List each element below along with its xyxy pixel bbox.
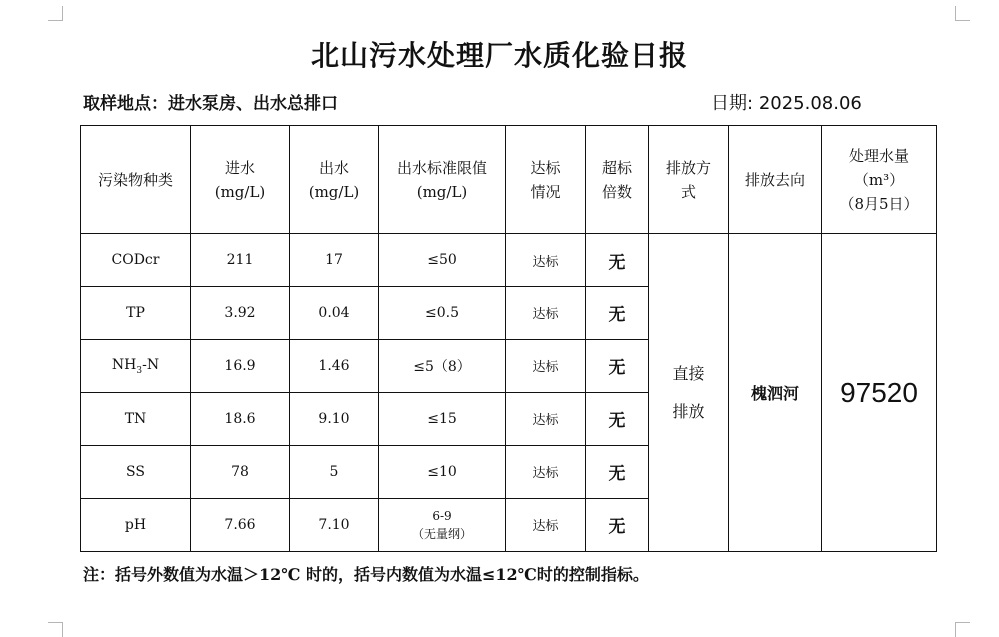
footnote: 注：括号外数值为水温＞12℃ 时的，括号内数值为水温≤12℃时的控制指标。 bbox=[83, 565, 649, 584]
limit-value: 6-9 （无量纲） bbox=[379, 498, 506, 551]
page-corner-mark bbox=[48, 6, 63, 21]
header-treated-volume: 处理水量 （m³） （8月5日） bbox=[822, 126, 937, 234]
report-title: 北山污水处理厂水质化验日报 bbox=[310, 39, 688, 72]
influent-value: 3.92 bbox=[191, 287, 290, 340]
header-influent: 进水 (mg/L) bbox=[191, 126, 290, 234]
header-effluent: 出水 (mg/L) bbox=[290, 126, 379, 234]
page-corner-mark bbox=[955, 622, 970, 637]
exceed-value: 无 bbox=[586, 498, 649, 551]
status-value: 达标 bbox=[506, 339, 586, 392]
discharge-destination-cell: 槐泗河 bbox=[729, 234, 822, 552]
influent-value: 78 bbox=[191, 445, 290, 498]
pollutant-name: CODcr bbox=[81, 234, 191, 287]
status-value: 达标 bbox=[506, 498, 586, 551]
report-date bbox=[711, 89, 862, 115]
header-status: 达标 情况 bbox=[506, 126, 586, 234]
exceed-value: 无 bbox=[586, 445, 649, 498]
pollutant-name: TN bbox=[81, 392, 191, 445]
header-exceed: 超标 倍数 bbox=[586, 126, 649, 234]
effluent-value: 9.10 bbox=[290, 392, 379, 445]
effluent-value: 7.10 bbox=[290, 498, 379, 551]
status-value: 达标 bbox=[506, 392, 586, 445]
sampling-location: 取样地点：进水泵房、出水总排口 bbox=[83, 94, 338, 114]
effluent-value: 1.46 bbox=[290, 339, 379, 392]
water-quality-table bbox=[80, 125, 937, 552]
limit-value: ≤5（8） bbox=[379, 339, 506, 392]
effluent-value: 5 bbox=[290, 445, 379, 498]
discharge-method-cell: 直接 排放 bbox=[649, 234, 729, 552]
table-header-row bbox=[81, 126, 937, 234]
effluent-value: 17 bbox=[290, 234, 379, 287]
page-corner-mark bbox=[48, 622, 63, 637]
effluent-value: 0.04 bbox=[290, 287, 379, 340]
header-discharge-method: 排放方 式 bbox=[649, 126, 729, 234]
header-pollutant: 污染物种类 bbox=[81, 126, 191, 234]
pollutant-name: pH bbox=[81, 498, 191, 551]
status-value: 达标 bbox=[506, 234, 586, 287]
status-value: 达标 bbox=[506, 287, 586, 340]
pollutant-name: $NH_3-N$ bbox=[81, 339, 191, 392]
limit-value: ≤50 bbox=[379, 234, 506, 287]
status-value: 达标 bbox=[506, 445, 586, 498]
pollutant-name: SS bbox=[81, 445, 191, 498]
exceed-value: 无 bbox=[586, 234, 649, 287]
limit-value: ≤0.5 bbox=[379, 287, 506, 340]
influent-value: 16.9 bbox=[191, 339, 290, 392]
page-corner-mark bbox=[955, 6, 970, 21]
table-row bbox=[81, 234, 937, 287]
exceed-value: 无 bbox=[586, 339, 649, 392]
influent-value: 211 bbox=[191, 234, 290, 287]
limit-value: ≤10 bbox=[379, 445, 506, 498]
date-value: 2025.08.06 bbox=[758, 93, 862, 114]
header-limit: 出水标准限值 (mg/L) bbox=[379, 126, 506, 234]
date-label: 日期: bbox=[711, 93, 754, 114]
exceed-value: 无 bbox=[586, 287, 649, 340]
exceed-value: 无 bbox=[586, 392, 649, 445]
pollutant-name: TP bbox=[81, 287, 191, 340]
header-discharge-destination: 排放去向 bbox=[729, 126, 822, 234]
influent-value: 18.6 bbox=[191, 392, 290, 445]
limit-value: ≤15 bbox=[379, 392, 506, 445]
influent-value: 7.66 bbox=[191, 498, 290, 551]
treated-volume-cell: 97520 bbox=[822, 234, 937, 552]
